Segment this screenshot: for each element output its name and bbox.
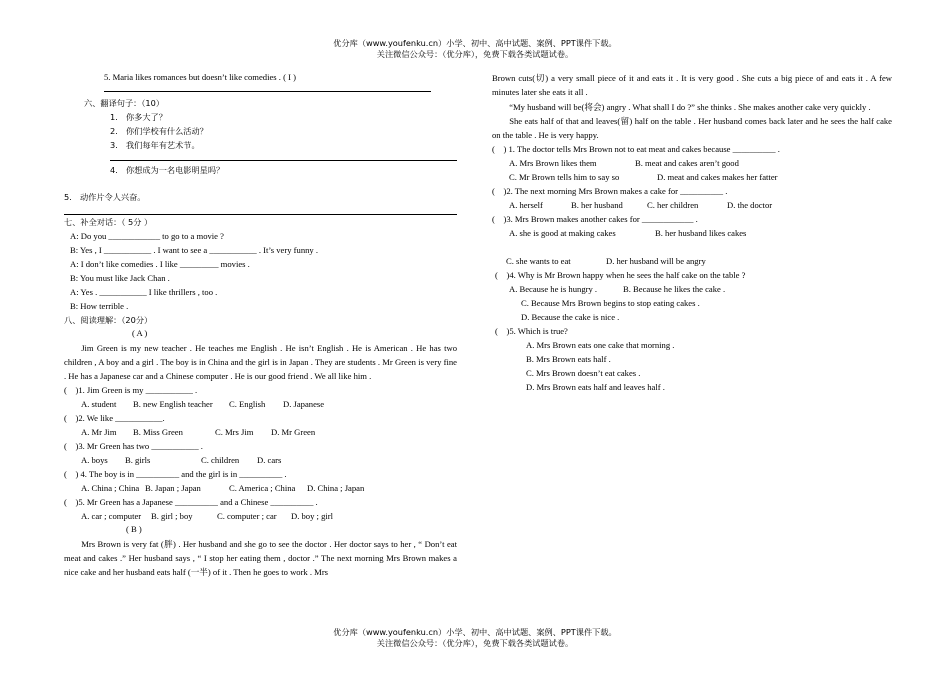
option: B. Because he likes the cake .	[623, 283, 726, 294]
options-b1a	[492, 158, 892, 169]
passage-a-text: Jim Green is my new teacher . He teaches me English . He isn’t English . He is American . He has two children , A boy and a girl . The boy is in China and the girl is in Japan . They are students . Mr Green is very fine . He has a Japanese car and a Chinese computer . He is our good friend . We all like him .	[64, 343, 457, 381]
option-b5b: B. Mrs Brown eats half .	[526, 353, 611, 364]
page-header	[0, 38, 950, 60]
option: A. Because he is hungry .	[509, 283, 598, 294]
section-8-title: 八、阅读理解：（20分）	[64, 315, 153, 325]
options-b2	[492, 200, 892, 211]
options-a2	[64, 427, 457, 438]
question-5-sentence: 5. Maria likes romances but doesn’t like comedies . ( I )	[104, 72, 296, 82]
translate-item-1: 1. 你多大了？	[110, 112, 167, 122]
option: D. the doctor	[727, 199, 773, 210]
option: D. her husband will be angry	[606, 255, 706, 266]
option: D. Japanese	[283, 399, 325, 410]
dialog-line: B: Yes , I ___________ . I want to see a ___________ . It’s very funny .	[70, 245, 319, 255]
options-a4	[64, 483, 457, 494]
option: B. her husband likes cakes	[655, 227, 747, 238]
option: D. Mr Green	[271, 427, 316, 438]
option: A. car ; computer	[81, 511, 142, 522]
question-a3: ( )3. Mr Green has two ___________ .	[64, 441, 203, 452]
section-6-title: 六、翻译句子：（10）	[84, 98, 165, 108]
translate-item-2: 2. 你们学校有什么活动？	[110, 126, 208, 136]
option: B. girls	[125, 455, 151, 466]
question-a2: ( )2. We like ___________.	[64, 413, 165, 424]
option: A. boys	[81, 455, 108, 466]
page-footer	[0, 627, 950, 649]
option-b5a: A. Mrs Brown eats one cake that morning .	[526, 339, 675, 350]
option: A. China ; China	[81, 483, 140, 494]
option: A. herself	[509, 199, 543, 210]
options-b4b: C. Because Mrs Brown begins to stop eating cakes .	[521, 297, 700, 308]
questions-b	[492, 144, 892, 393]
dialog-block	[64, 231, 457, 312]
question-a1: ( )1. Jim Green is my ___________ .	[64, 385, 198, 396]
option: C. she wants to eat	[506, 255, 571, 266]
passage-b-label: ( B )	[126, 524, 142, 535]
option: C. Mrs Jim	[215, 427, 254, 438]
header-line-1: 优分库（www.youfenku.cn）小学、初中、高中试题、案例、PPT课件下载。	[333, 38, 617, 48]
section-7-title: 七、补全对话：（ 5分 ）	[64, 217, 153, 227]
option: B. her husband	[571, 199, 623, 210]
options-a5	[64, 511, 457, 522]
option: C. Mr Brown tells him to say so	[509, 171, 620, 182]
option: C. her children	[647, 199, 699, 210]
right-column	[492, 72, 892, 393]
question-a4: ( ) 4. The boy is in __________ and the girl is in __________ .	[64, 469, 287, 480]
dialog-line: B: How terrible .	[70, 301, 129, 311]
dialog-line: B: You must like Jack Chan .	[70, 273, 170, 283]
option: D. China ; Japan	[307, 483, 365, 494]
options-b4c: D. Because the cake is nice .	[521, 311, 620, 322]
options-b4a	[492, 284, 892, 295]
question-b3: ( )3. Mrs Brown makes another cakes for ____________ .	[492, 213, 698, 224]
answer-line	[104, 91, 431, 92]
translate-item-3: 3. 我们每年有艺术节。	[110, 140, 200, 150]
passage-a-label: ( A )	[132, 328, 148, 338]
option: C. English	[229, 399, 266, 410]
dialog-line: A: Yes . ___________ I like thrillers , too .	[70, 287, 218, 297]
options-a1	[64, 399, 457, 410]
option-b5d: D. Mrs Brown eats half and leaves half .	[526, 381, 665, 392]
passage-b-text-cont-1: Brown cuts(切) a very small piece of it and eats it . It is very good . She cuts a big piece of and eats it . A few minutes later she eats it all .	[492, 73, 892, 97]
option: B. Japan ; Japan	[145, 483, 201, 494]
option: C. computer ; car	[217, 511, 277, 522]
option: B. meat and cakes aren’t good	[635, 157, 739, 168]
passage-b-text-cont-2: “My husband will be(将会) angry . What shall I do ?” she thinks . She makes another cake very quickly .	[509, 101, 871, 112]
options-b3b	[492, 256, 892, 267]
options-b3a	[492, 228, 892, 239]
option-b5c: C. Mrs Brown doesn’t eat cakes .	[526, 367, 641, 378]
footer-line-1: 优分库（www.youfenku.cn）小学、初中、高中试题、案例、PPT课件下载。	[333, 627, 617, 637]
option: D. cars	[257, 455, 282, 466]
question-b5: ( )5. Which is true?	[495, 325, 568, 336]
option: A. student	[81, 399, 117, 410]
option: C. children	[201, 455, 240, 466]
option: D. boy ; girl	[291, 511, 334, 522]
option: D. meat and cakes makes her fatter	[657, 171, 778, 182]
translate-item-4: 4. 你想成为一名电影明星吗？	[110, 165, 225, 175]
left-column	[64, 72, 457, 580]
option: A. she is good at making cakes	[509, 227, 616, 238]
dialog-line: A: I don’t like comedies . I like _________ movies .	[70, 259, 250, 269]
option: B. girl ; boy	[151, 511, 193, 522]
answer-line	[110, 160, 457, 161]
passage-b-text-cont-3: She eats half of that and leaves(留) half on the table . Her husband comes back later and he sees the half cake on the table . He is very happy.	[492, 116, 892, 141]
option: C. America ; China	[229, 483, 296, 494]
footer-line-2: 关注微信公众号：（优分库），免费下载各类试题试卷。	[376, 638, 574, 648]
question-b2: ( )2. The next morning Mrs Brown makes a cake for __________ .	[492, 185, 728, 196]
question-b4: ( )4. Why is Mr Brown happy when he sees the half cake on the table ?	[495, 269, 746, 280]
option: A. Mr Jim	[81, 427, 117, 438]
header-line-2: 关注微信公众号：（优分库），免费下载各类试题试卷。	[376, 49, 574, 59]
passage-b-text-start: Mrs Brown is very fat (胖) . Her husband and she go to see the doctor . Her doctor says to her , “ Don’t eat meat and cakes .” Her husband says , “ I stop her eating them , doctor .” The next morning Mrs Brown makes a nice cake and her husband eats half (一半) of it . Then he goes to work . Mrs	[64, 539, 457, 577]
dialog-line: A: Do you ____________ to go to a movie ?	[70, 231, 224, 241]
options-b1b	[492, 172, 892, 183]
options-a3	[64, 455, 457, 466]
translate-item-5: 5. 动作片令人兴奋。	[64, 192, 146, 202]
option: B. Miss Green	[133, 427, 183, 438]
question-a5: ( )5. Mr Green has a Japanese __________ and a Chinese __________ .	[64, 497, 318, 508]
answer-line	[64, 214, 457, 215]
option: A. Mrs Brown likes them	[509, 157, 597, 168]
question-b1: ( ) 1. The doctor tells Mrs Brown not to eat meat and cakes because __________ .	[492, 143, 780, 154]
questions-a	[64, 385, 457, 522]
option: B. new English teacher	[133, 399, 213, 410]
